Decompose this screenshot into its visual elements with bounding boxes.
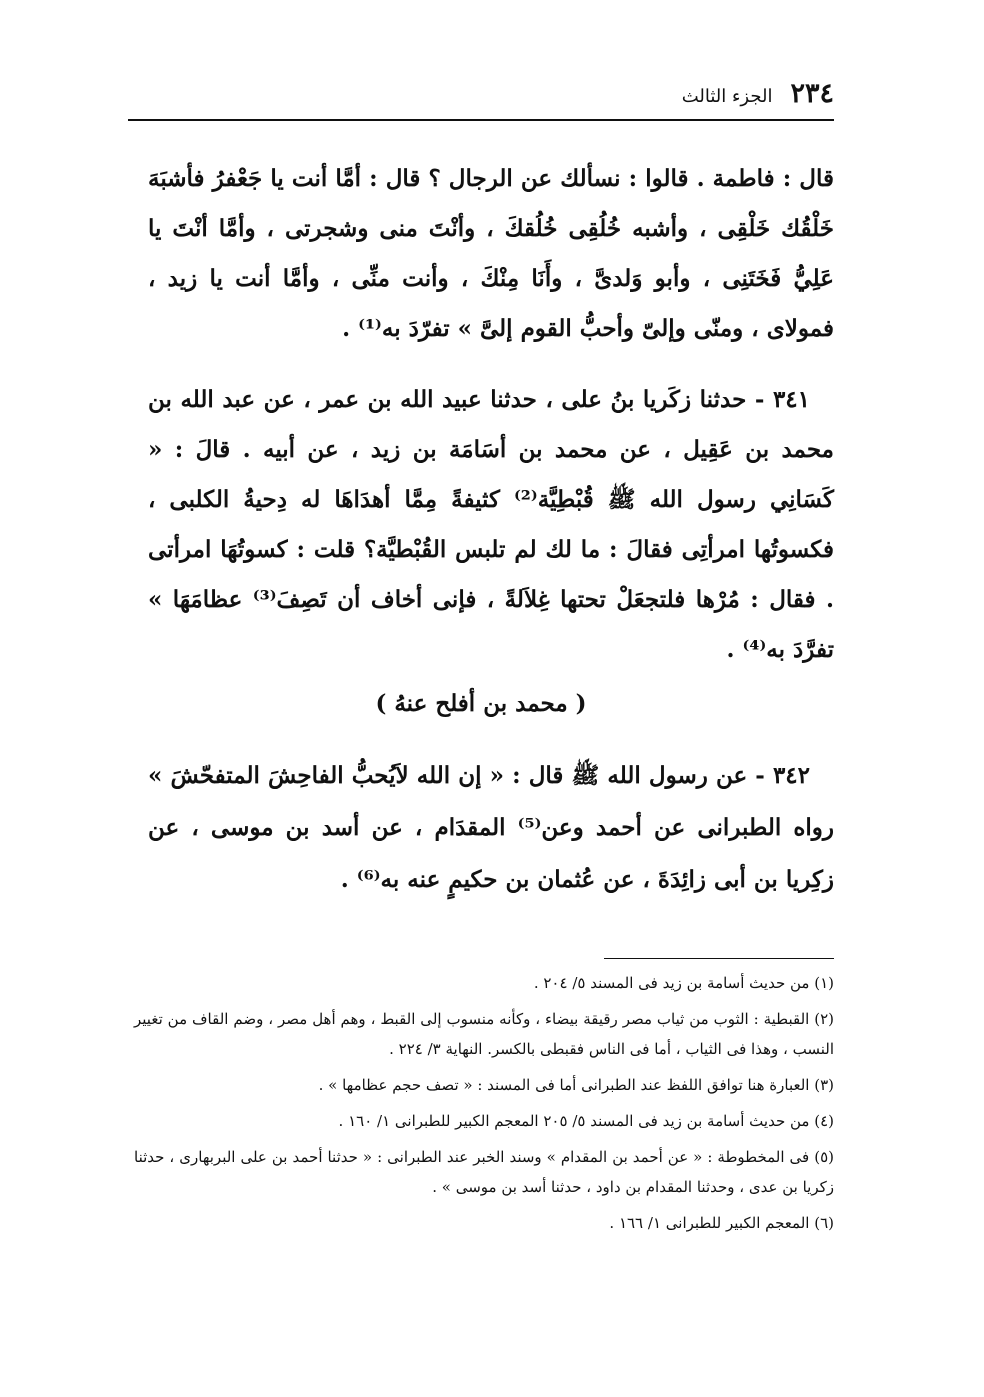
text-block-continuation <box>148 154 834 354</box>
footnote-4: (٤) من حديث أسامة بن زيد فى المسند ٥/ ٢٠٥ المعجم الكبير للطبرانى ١/ ١٦٠ . <box>338 1112 834 1130</box>
paragraph: قال : فاطمة . قالوا : نسألك عن الرجال ؟ قال : أمَّا أنت يا جَعْفرُ فأشبَهَ خَلْقُك خَلْقِى ، وأشبه خُلُقِى خُلُقكَ ، وأنْتَ منى وشجرتى ، وأمَّا أنْتَ يا عَلِيُّ فَخَتَنِى ، وأبو وَلدىَّ ، وأَنَا مِنْكَ ، وأنت منِّى ، وأمَّا أنت يا زيد ، فمولاى ، ومنّى وإلىّ وأحبُّ القوم إلىَّ » تفرّدَ به⁽¹⁾ . <box>148 165 834 342</box>
footnote-2: (٢) القبطية : الثوب من ثياب مصر رقيقة بيضاء ، وكأنه منسوب إلى القبط ، وهم أهل مصر ، وضم القاف من تغيير النسب ، وهذا فى الثياب ، أما فى الناس فقبطى بالكسر. النهاية ٣/ ٢٢٤ . <box>134 1010 834 1058</box>
footnote-5: (٥) فى المخطوطة : « عن أحمد بن المقدام » وسند الخبر عند الطبرانى : « حدثنا أحمد بن على البربهارى ، حدثنا زكريا بن عدى ، وحدثنا المقدام بن داود ، حدثنا أسد بن موسى » . <box>134 1148 834 1196</box>
header-rule <box>128 119 834 121</box>
running-head <box>682 78 834 109</box>
page-number: ٢٣٤ <box>790 78 834 109</box>
footnote-separator <box>604 958 834 959</box>
footnotes <box>134 968 834 1238</box>
paragraph: ٣٤٢ - عن رسول الله ﷺ قال : « إن الله لاَيُحبُّ الفاحِشَ المتفحّشَ » رواه الطبرانى عن أحمد وعن⁽⁵⁾ المقدَام ، عن أسد بن موسى ، عن زكِريا بن أبى زائِدَةَ ، عن عُثمان بن حكيمٍ عنه به⁽⁶⁾ . <box>148 762 834 893</box>
footnote-3: (٣) العبارة هنا توافق اللفظ عند الطبرانى أما فى المسند : « تصف حجم عظامها » . <box>318 1076 834 1094</box>
footnote-6: (٦) المعجم الكبير للطبرانى ١/ ١٦٦ . <box>609 1214 834 1232</box>
text-block-hadith-341 <box>148 375 834 675</box>
part-title: الجزء الثالث <box>681 86 773 107</box>
section-heading: ( محمد بن أفلح عنهُ ) <box>375 690 587 717</box>
text-block-hadith-342 <box>148 750 834 906</box>
footnote-1: (١) من حديث أسامة بن زيد فى المسند ٥/ ٢٠٤ . <box>533 974 834 992</box>
paragraph: ٣٤١ - حدثنا زكَريا بنُ على ، حدثنا عبيد الله بن عمر ، عن عبد الله بن محمد بن عَقِيل ، عن محمد بن أسَامَة بن زيد ، عن أبيه . قالَ : « كَسَانِي رسول الله ﷺ قُبْطِيَّة⁽²⁾ كثيفةً مِمَّا أهدَاهَا له دِحيةُ الكلبى ، فكسوتُها امرأتِى فقالَ : ما لك لم تلبس القُبْطيَّة؟ قلت : كسوتُهَا امرأتى . فقال : مُرْها فلتجعَلْ تحتها غِلاَلةً ، فإنى أخاف أن تَصِفَ⁽³⁾ عظامَهَا » تفرَّدَ به⁽⁴⁾ . <box>148 386 834 663</box>
